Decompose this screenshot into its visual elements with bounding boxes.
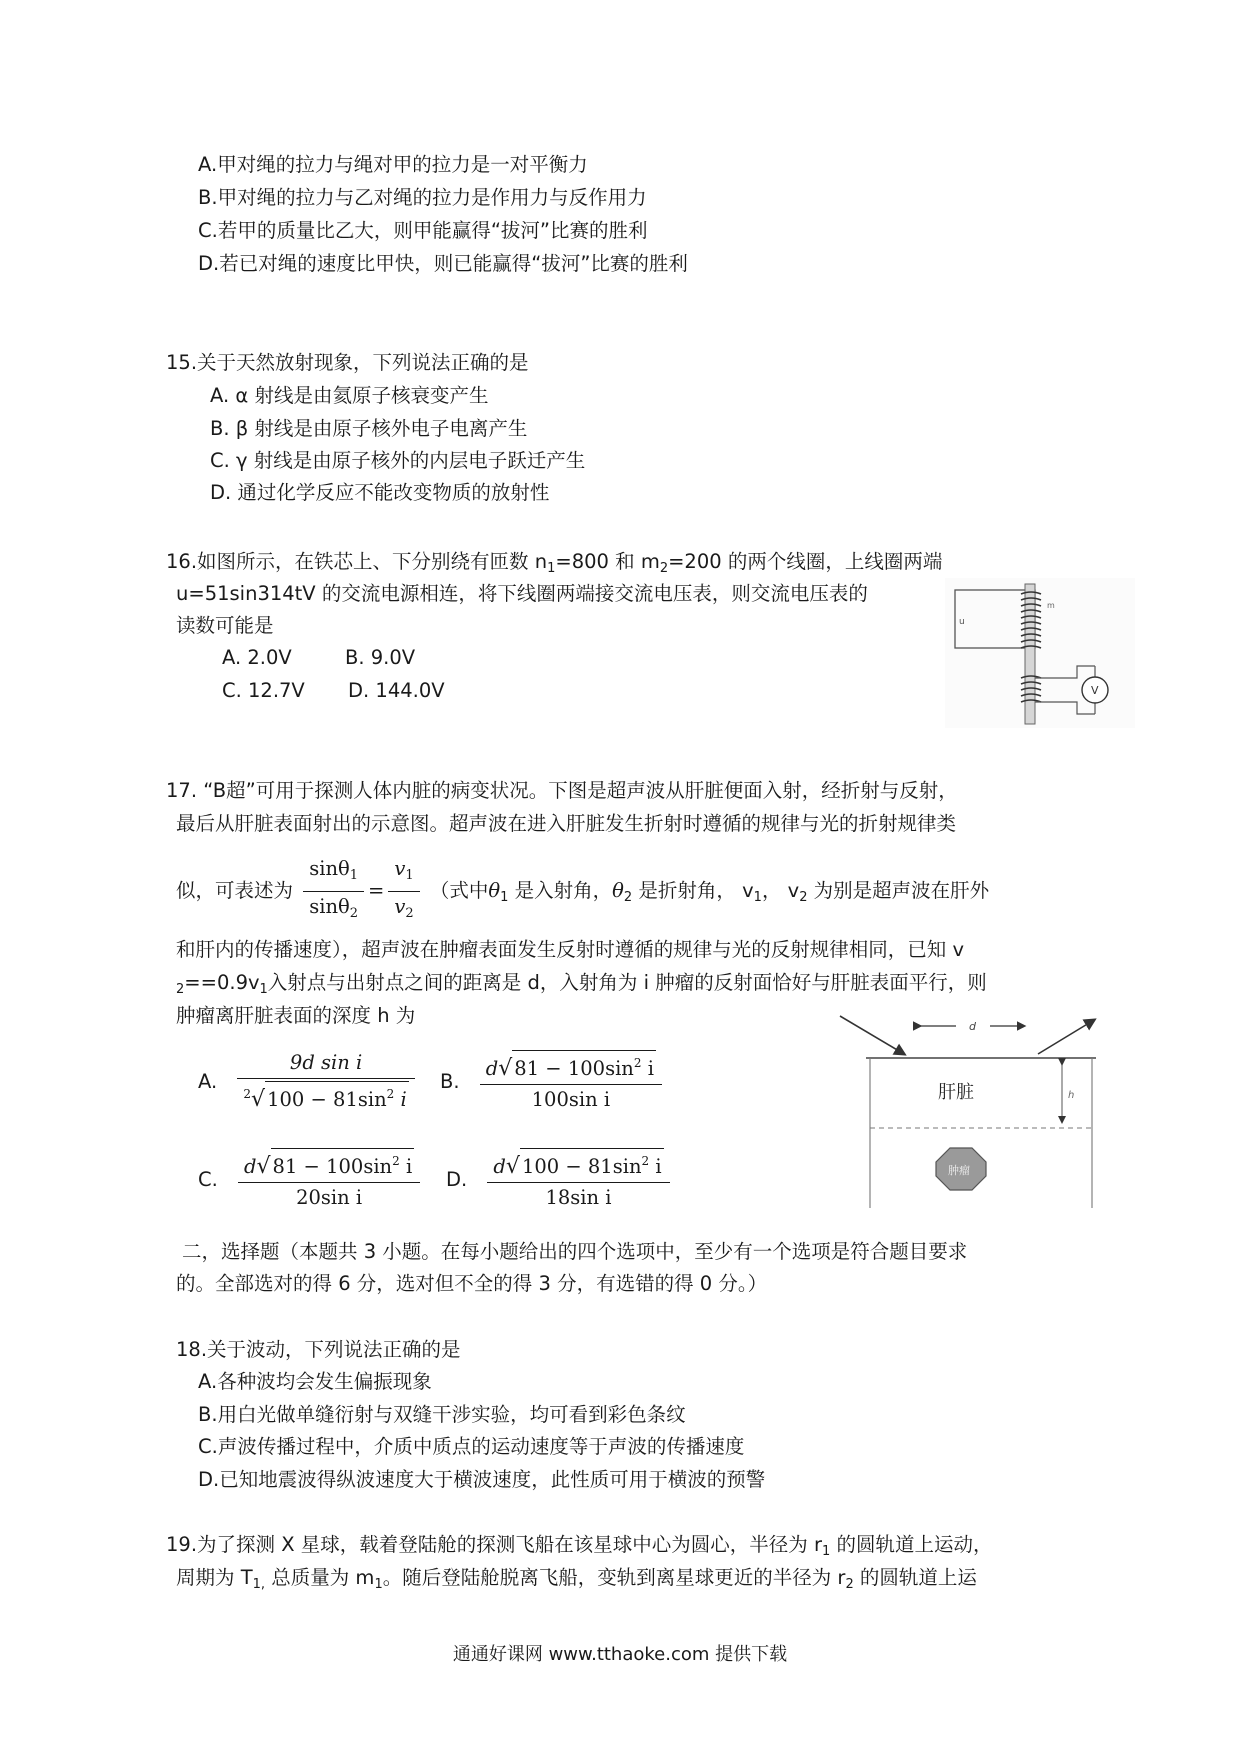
q16-option-c: C. 12.7V — [222, 679, 305, 702]
q15-option-d: D. 通过化学反应不能改变物质的放射性 — [210, 481, 550, 504]
q15-option-a: A. α 射线是由氦原子核衰变产生 — [210, 384, 489, 407]
q17-line6: 肿瘤离肝脏表面的深度 h 为 — [176, 1004, 416, 1027]
q17-line4: 和肝内的传播速度），超声波在肿瘤表面发生反射时遵循的规律与光的反射规律相同，已知 v — [176, 938, 964, 961]
q14-option-b: B.甲对绳的拉力与乙对绳的拉力是作用力与反作用力 — [198, 186, 647, 209]
q17-option-d: D. $\frac{d√ 100 - 81\sin^2 i}{\text{18sin i}}$ — [446, 1148, 674, 1211]
voltmeter-label: V — [1091, 684, 1099, 697]
q16-option-d: D. 144.0V — [348, 679, 445, 702]
q17-option-b: B. $\frac{d√ 81 - 100\sin^2 i}{\text{100sin i}}$ — [440, 1050, 666, 1113]
snell-ratio-fraction: $\frac{\sin\theta_1}{\sin\theta_2}$ — [303, 856, 364, 927]
h-label: h — [1068, 1090, 1075, 1101]
q16-stem-line2: u=51sin314tV 的交流电源相连，将下线圈两端接交流电压表，则交流电压表的 — [176, 582, 868, 605]
q18-option-b: B.用白光做单缝衍射与双缝干涉实验，均可看到彩色条纹 — [198, 1403, 686, 1426]
q14-option-a: A.甲对绳的拉力与绳对甲的拉力是一对平衡力 — [198, 153, 588, 176]
q17-option-a: A. $\frac{\text{9d sin i}}{^2√ 100 - 81\sin^2 i}$ — [198, 1050, 419, 1113]
ultrasound-figure — [826, 998, 1126, 1218]
section2-line2: 的。全部选对的得 6 分，选对但不全的得 3 分，有选错的得 0 分。） — [176, 1272, 768, 1295]
q18-option-d: D.已知地震波得纵波速度大于横波速度，此性质可用于横波的预警 — [198, 1468, 766, 1491]
section2-line1: 二，选择题（本题共 3 小题。在每小题给出的四个选项中，至少有一个选项是符合题目要求 — [182, 1240, 968, 1263]
transformer-figure — [945, 578, 1135, 728]
q17-line1: 17. “B超”可用于探测人体内脏的病变状况。下图是超声波从肝脏便面入射，经折射与反射， — [166, 779, 958, 802]
q18-option-c: C.声波传播过程中，介质中质点的运动速度等于声波的传播速度 — [198, 1435, 745, 1458]
q17-line5: $_2==0.9v_1$入射点与出射点之间的距离是 d，入射角为 i 肿瘤的反射面恰好与肝脏表面平行，则 — [176, 971, 987, 997]
q17-option-c: C. $\frac{d√ 81 - 100\sin^2 i}{\text{20sin i}}$ — [198, 1148, 424, 1211]
emergent-ray — [1038, 1020, 1094, 1054]
q16-stem-line1: 16.如图所示，在铁芯上、下分别绕有匝数 $n_1=800$ 和 $m_2=200$ 的两个线圈，上线圈两端 — [166, 550, 943, 576]
figure-background — [945, 578, 1135, 728]
q15-option-b: B. β 射线是由原子核外电子电离产生 — [210, 417, 528, 440]
page-footer: 通通好课网 www.tthaoke.com 提供下载 — [452, 1644, 788, 1665]
q16-option-b: B. 9.0V — [345, 646, 416, 669]
q18-stem: 18.关于波动，下列说法正确的是 — [176, 1338, 461, 1361]
q18-option-a: A.各种波均会发生偏振现象 — [198, 1370, 432, 1393]
velocity-ratio-fraction: $\frac{v_1}{v_2}$ — [388, 856, 419, 927]
d-label: d — [969, 1020, 976, 1033]
q15-option-c: C. γ 射线是由原子核外的内层电子跃迁产生 — [210, 449, 586, 472]
source-label: u — [959, 617, 965, 627]
q17-line2: 最后从肝脏表面射出的示意图。超声波在进入肝脏发生折射时遵循的规律与光的折射规律类 — [176, 812, 957, 835]
q17-line3: 似，可表述为 $\frac{\sin\theta_1}{\sin\theta_2}$ = $\frac{v_1}{v_2}$ （式中$\theta_1$ 是入射角，$\theta_2$ 是折射角， $v_1$， $v_2$ 为别是超声波在肝外 — [176, 856, 989, 928]
q15-stem: 15.关于天然放射现象，下列说法正确的是 — [166, 351, 529, 374]
q19-line1: 19.为了探测 X 星球，载着登陆舱的探测飞船在该星球中心为圆心，半径为 $r_1$ 的圆轨道上运动， — [166, 1533, 993, 1559]
liver-label: 肝脏 — [938, 1082, 974, 1103]
q16-option-a: A. 2.0V — [222, 646, 292, 669]
q14-option-c: C.若甲的质量比乙大，则甲能赢得“拔河”比赛的胜利 — [198, 219, 648, 242]
tumor-label: 肿瘤 — [948, 1164, 970, 1177]
q16-stem-line3: 读数可能是 — [176, 614, 274, 637]
incident-ray — [840, 1016, 904, 1054]
q19-line2: 周期为 $T_{1,}$ 总质量为 $m_1$。随后登陆舱脱离飞船，变轨到离星球更近的半径为 $r_2$ 的圆轨道上运 — [176, 1566, 977, 1592]
q14-option-d: D.若已对绳的速度比甲快，则已能赢得“拔河”比赛的胜利 — [198, 252, 688, 275]
coil-label: m — [1047, 601, 1055, 610]
